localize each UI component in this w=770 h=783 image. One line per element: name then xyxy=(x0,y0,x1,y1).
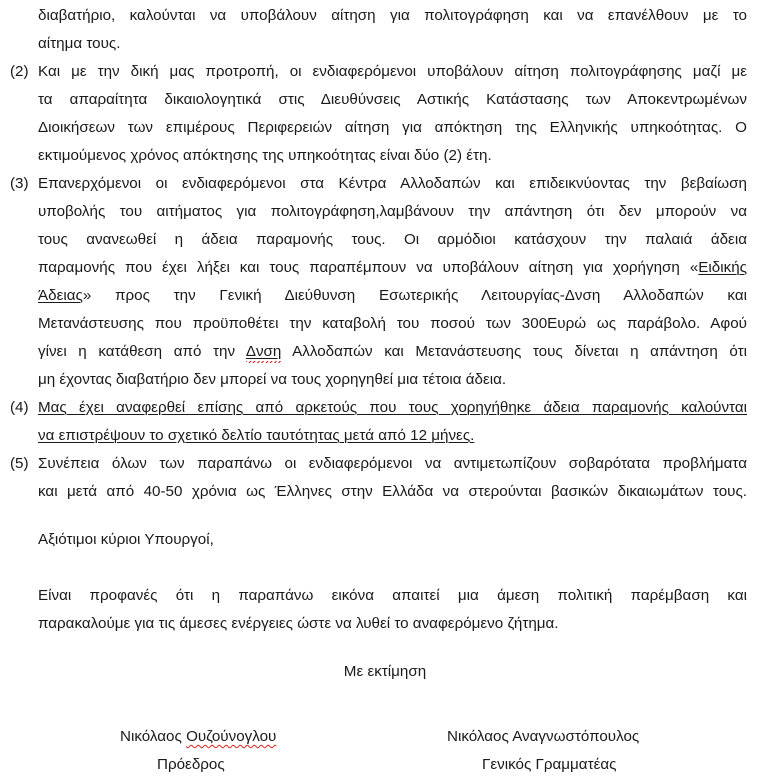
salutation: Αξιότιμοι κύριοι Υπουργοί, xyxy=(38,531,214,548)
item-3-line-7-start: γίνει η κατάθεση από την xyxy=(38,343,246,360)
spellcheck-word-dnsi: Δνση xyxy=(245,343,282,360)
item-3-line-6: Μετανάστευσης που προϋποθέτει την καταβολή του ποσού των 300Ευρώ ως παράβολο. Αφού xyxy=(38,315,747,332)
item-4-line-2 xyxy=(38,426,474,448)
continuation-line-1: διαβατήριο, καλούνται να υποβάλουν αίτηση για πολιτογράφηση και να επανέλθουν με το xyxy=(38,7,747,24)
special-permit-link-text: Ειδικής xyxy=(698,259,747,276)
item-3-line-7-end: Αλλοδαπών και Μετανάστευσης τους δίνεται η απάντηση ότι xyxy=(281,343,747,360)
item-4-line-1 xyxy=(38,398,747,420)
signatory-name: Νικόλαος Αναγνωστόπουλος xyxy=(447,728,640,745)
item-3-line-3: τους ανανεωθεί η άδεια παραμονής τους. Οι αρμόδιοι κατάσχουν την παλαιά άδεια xyxy=(38,231,747,248)
item-3-line-2: υποβολής του αιτήματος για πολιτογράφηση,λαμβάνουν την απάντηση ότι δεν μπορούν να xyxy=(38,203,747,220)
item-3-line-5 xyxy=(38,286,747,308)
item-3-line-7 xyxy=(38,342,747,364)
item-4-line-1-text: Μας έχει αναφερθεί επίσης από αρκετούς που τους χορηγήθηκε άδεια παραμονής καλούνται xyxy=(38,399,747,416)
signatory-name xyxy=(120,727,276,749)
item-3-line-8: μη έχοντας διαβατήριο δεν μπορεί να τους χορηγηθεί μια τέτοια άδεια. xyxy=(38,371,507,388)
item-number: (4) xyxy=(10,399,29,416)
item-3-line-4 xyxy=(38,258,747,280)
item-4-line-2-text: να επιστρέψουν το σχετικό δελτίο ταυτότητας μετά από 12 μήνες. xyxy=(38,427,475,444)
signatory-first-name: Νικόλαος xyxy=(120,728,182,745)
signatory-title: Πρόεδρος xyxy=(157,756,225,773)
item-2-line-2: τα απαραίτητα δικαιολογητικά στις Διευθύνσεις Αστικής Κατάστασης των Αποκεντρωμένων xyxy=(38,91,747,108)
item-3-line-1: Επανερχόμενοι οι ενδιαφερόμενοι στα Κέντρα Αλλοδαπών και επιδεικνύοντας την βεβαίωση xyxy=(38,175,747,192)
item-3-line-4-text: παραμονής που έχει λήξει και τους παραπέμπουν να υποβάλουν αίτηση για χορήγηση « xyxy=(38,259,699,276)
item-2-line-3: Διοικήσεων των επιμέρους Περιφερειών αίτηση για απόκτηση της Ελληνικής υπηκοότητας. Ο xyxy=(38,119,747,136)
item-2-line-4: εκτιμούμενος χρόνος απόκτησης της υπηκοότητας είναι δύο (2) έτη. xyxy=(38,147,492,164)
item-5-line-2: και μετά από 40-50 χρόνια ως Έλληνες στην Ελλάδα να στερούνται βασικών δικαιωμάτων τους. xyxy=(38,483,747,500)
item-number: (3) xyxy=(10,175,29,192)
closing-paragraph-line-2: παρακαλούμε για τις άμεσες ενέργειες ώστε να λυθεί το αναφερόμενο ζήτημα. xyxy=(38,615,559,632)
item-3-line-5-text: » προς την Γενική Διεύθυνση Εσωτερικής Λειτουργίας-Δνση Αλλοδαπών και xyxy=(82,287,747,304)
continuation-line-2: αίτημα τους. xyxy=(38,35,121,52)
item-number: (2) xyxy=(10,63,29,80)
item-number: (5) xyxy=(10,455,29,472)
closing-paragraph-line-1: Είναι προφανές ότι η παραπάνω εικόνα απαιτεί μια άμεση πολιτική παρέμβαση και xyxy=(38,587,747,604)
sign-off: Με εκτίμηση xyxy=(343,663,427,680)
item-2-line-1: Και με την δική μας προτροπή, οι ενδιαφερόμενοι υποβάλουν αίτηση πολιτογράφησης μαζί με xyxy=(38,63,747,80)
signatory-title: Γενικός Γραμματέας xyxy=(482,756,617,773)
signatory-last-name: Ουζούνογλου xyxy=(186,728,277,745)
permit-word: Άδειας xyxy=(38,287,83,304)
item-5-line-1: Συνέπεια όλων των παραπάνω οι ενδιαφερόμενοι να αντιμετωπίζουν σοβαρότατα προβλήματα xyxy=(38,455,747,472)
